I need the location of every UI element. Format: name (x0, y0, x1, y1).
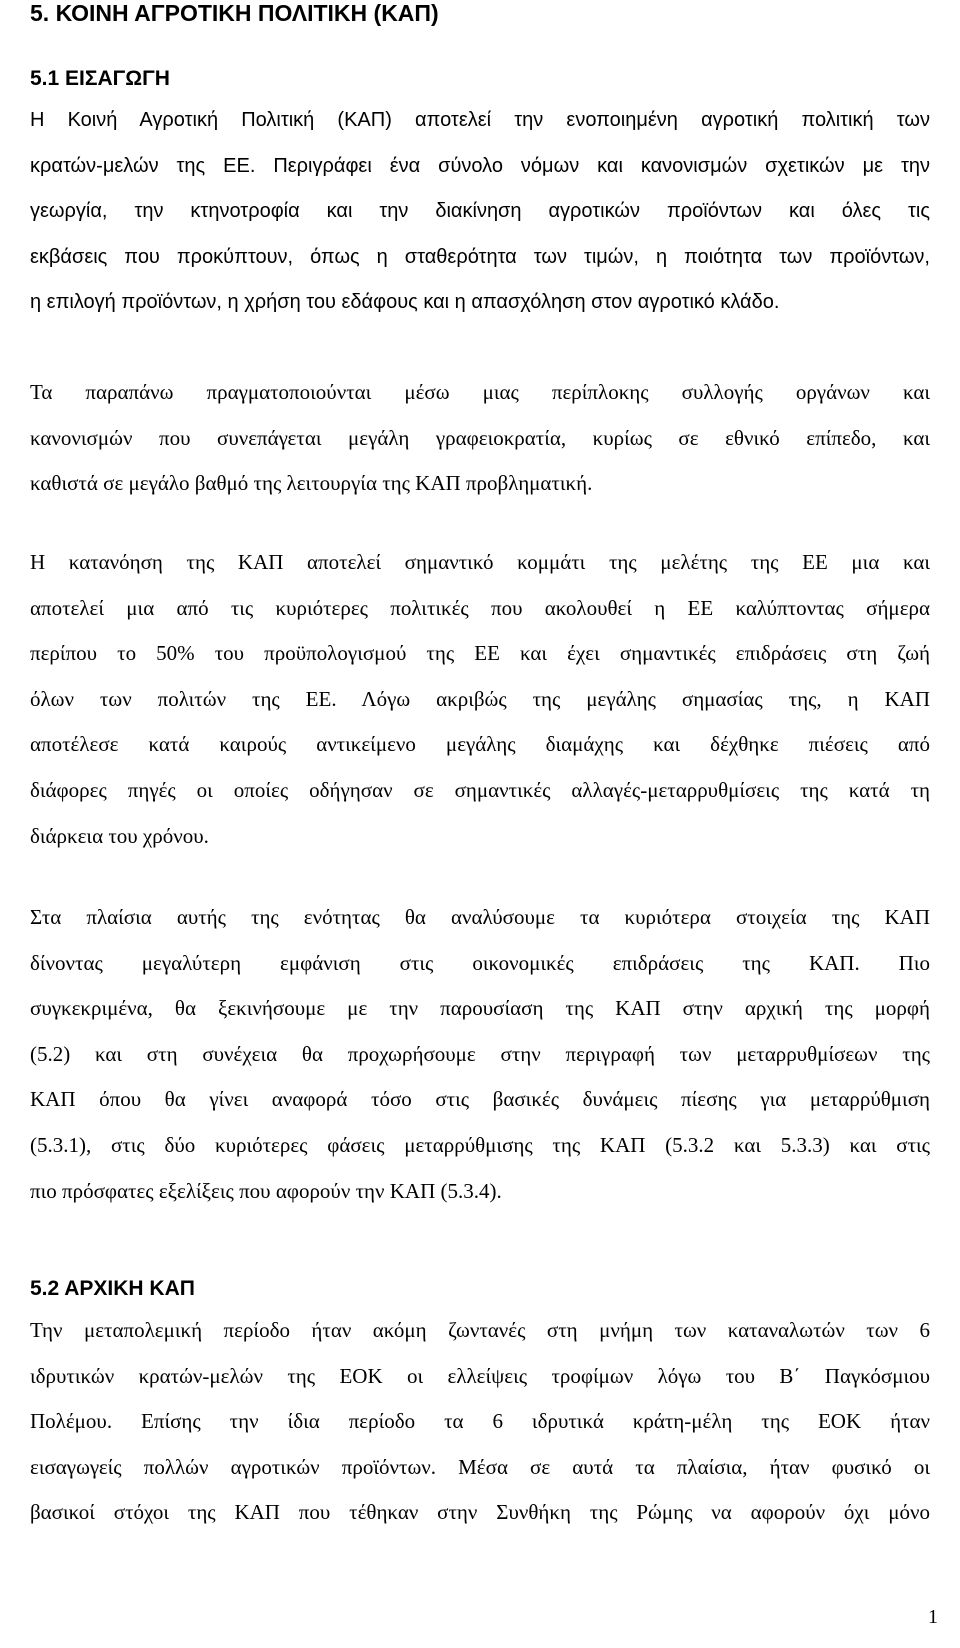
text-line: δίνοντας μεγαλύτερη εμφάνιση στις οικονομικές επιδράσεις της ΚΑΠ. Πιο (30, 950, 930, 975)
paragraph-importance (30, 540, 930, 859)
text-line: γεωργία, την κτηνοτροφία και την διακίνηση αγροτικών προϊόντων και όλες τις (30, 200, 930, 223)
text-line: Πολέμου. Επίσης την ίδια περίοδο τα 6 ιδρυτικά κράτη-μέλη της ΕΟΚ ήταν (30, 1409, 930, 1434)
text-line: όλων των πολιτών της ΕΕ. Λόγω ακριβώς της μεγάλης σημασίας της, η ΚΑΠ (30, 686, 930, 711)
text-line: Στα πλαίσια αυτής της ενότητας θα αναλύσουμε τα κυριότερα στοιχεία της ΚΑΠ (30, 905, 930, 929)
text-line: Τα παραπάνω πραγματοποιούνται μέσω μιας περίπλοκης συλλογής οργάνων και (30, 380, 930, 404)
text-line: ιδρυτικών κρατών-μελών της ΕΟΚ οι ελλείψεις τροφίμων λόγω του Β΄ Παγκόσμιου (30, 1363, 930, 1388)
text-line: εισαγωγείς πολλών αγροτικών προϊόντων. Μέσα σε αυτά τα πλαίσια, ήταν φυσικό οι (30, 1454, 930, 1479)
text-line: εκβάσεις που προκύπτουν, όπως η σταθερότητα των τιμών, η ποιότητα των προϊόντων, (30, 245, 930, 268)
text-line: περίπου το 50% του προϋπολογισμού της ΕΕ και έχει σημαντικές επιδράσεις στη ζωή (30, 641, 930, 666)
text-line: η επιλογή προϊόντων, η χρήση του εδάφους και η απασχόληση στον αγροτικό κλάδο. (30, 291, 780, 314)
text-line: κανονισμών που συνεπάγεται μεγάλη γραφειοκρατία, κυρίως σε εθνικό επίπεδο, και (30, 425, 930, 450)
text-line: πιο πρόσφατες εξελίξεις που αφορούν την ΚΑΠ (5.3.4). (30, 1178, 502, 1203)
paragraph-bureaucracy (30, 370, 930, 507)
text-line: (5.2) και στη συνέχεια θα προχωρήσουμε στην περιγραφή των μεταρρυθμίσεων της (30, 1041, 930, 1066)
section-heading-initial-cap: 5.2 ΑΡΧΙΚΗ ΚΑΠ (30, 1277, 195, 1300)
text-line: αποτελεί μια από τις κυριότερες πολιτικές που ακολουθεί η ΕΕ καλύπτοντας σήμερα (30, 595, 930, 620)
text-line: κρατών-μελών της ΕΕ. Περιγράφει ένα σύνολο νόμων και κανονισμών σχετικών με την (30, 154, 930, 177)
text-line: (5.3.1), στις δύο κυριότερες φάσεις μεταρρύθμισης της ΚΑΠ (5.3.2 και 5.3.3) και στις (30, 1132, 930, 1157)
document-title: 5. ΚΟΙΝΗ ΑΓΡΟΤΙΚΗ ΠΟΛΙΤΙΚΗ (ΚΑΠ) (30, 0, 439, 26)
paragraph-intro-definition (30, 98, 930, 326)
section-heading-introduction: 5.1 ΕΙΣΑΓΩΓΗ (30, 67, 170, 90)
page-number: 1 (928, 1606, 938, 1628)
text-line: Η Κοινή Αγροτική Πολιτική (ΚΑΠ) αποτελεί την ενοποιημένη αγροτική πολιτική των (30, 109, 930, 131)
text-line: διάρκεια του χρόνου. (30, 823, 209, 848)
text-line: Η κατανόηση της ΚΑΠ αποτελεί σημαντικό κομμάτι της μελέτης της ΕΕ μια και (30, 550, 930, 574)
paragraph-outline (30, 895, 930, 1214)
text-line: συγκεκριμένα, θα ξεκινήσουμε με την παρουσίαση της ΚΑΠ στην αρχική της μορφή (30, 996, 930, 1021)
text-line: Την μεταπολεμική περίοδο ήταν ακόμη ζωντανές στη μνήμη των καταναλωτών των 6 (30, 1318, 930, 1342)
paragraph-postwar (30, 1308, 930, 1536)
text-line: ΚΑΠ όπου θα γίνει αναφορά τόσο στις βασικές δυνάμεις πίεσης για μεταρρύθμιση (30, 1087, 930, 1112)
text-line: βασικοί στόχοι της ΚΑΠ που τέθηκαν στην Συνθήκη της Ρώμης να αφορούν όχι μόνο (30, 1500, 930, 1525)
text-line: διάφορες πηγές οι οποίες οδήγησαν σε σημαντικές αλλαγές-μεταρρυθμίσεις της κατά τη (30, 777, 930, 802)
text-line: καθιστά σε μεγάλο βαθμό της λειτουργία της ΚΑΠ προβληματική. (30, 471, 593, 496)
text-line: αποτέλεσε κατά καιρούς αντικείμενο μεγάλης διαμάχης και δέχθηκε πιέσεις από (30, 732, 930, 757)
